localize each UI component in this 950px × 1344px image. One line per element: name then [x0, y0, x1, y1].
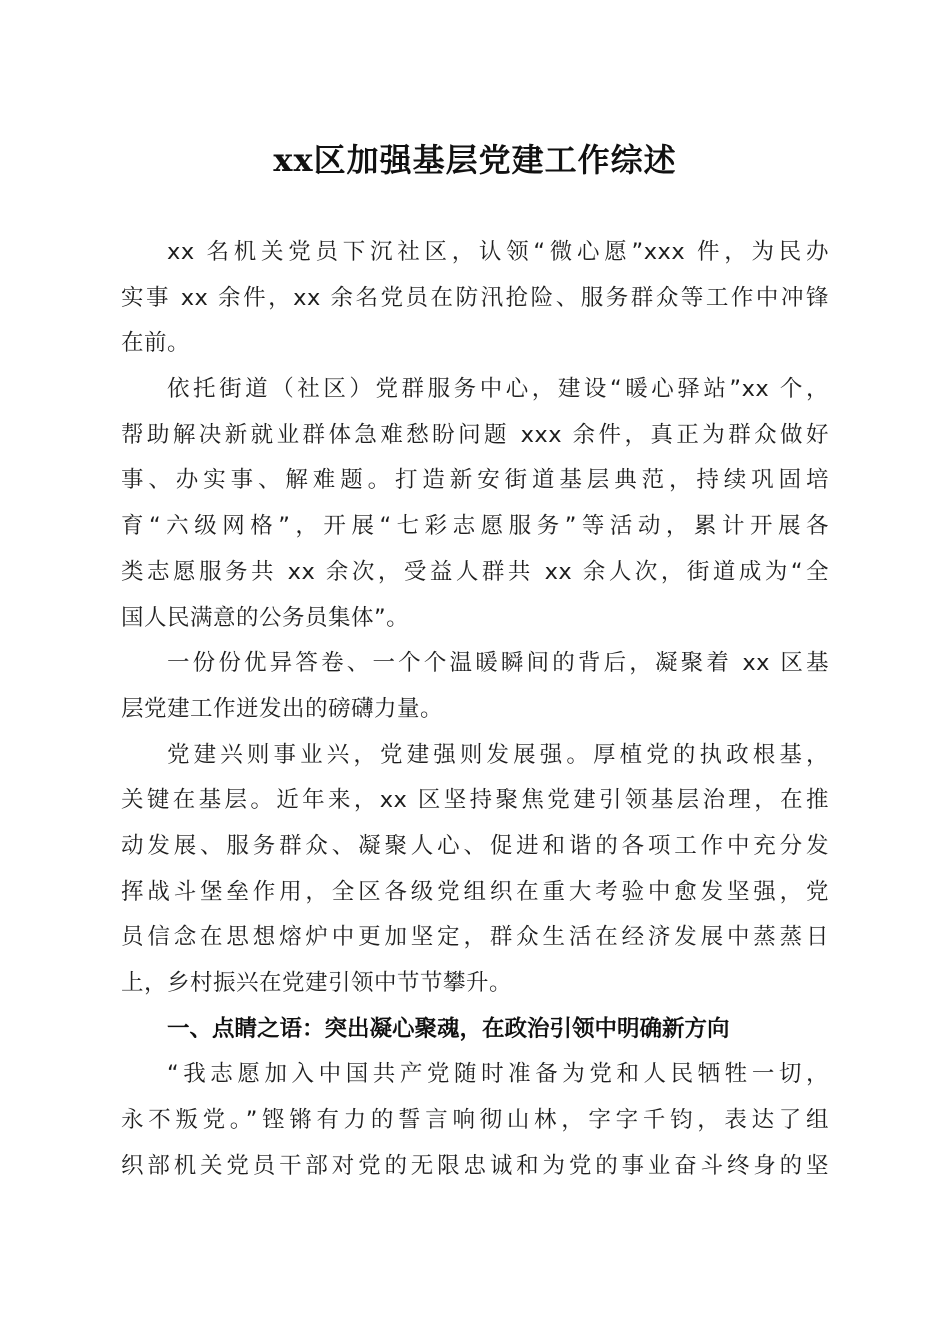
text-line: 员信念在思想熔炉中更加坚定，群众生活在经济发展中蒸蒸日 — [121, 924, 829, 951]
text-line: “我志愿加入中国共产党随时准备为党和人民牺牲一切， — [167, 1061, 829, 1088]
text-line: 在前。 — [121, 330, 191, 357]
text-line: 永不叛党。”铿锵有力的誓言响彻山林，字字千钧，表达了组 — [121, 1107, 829, 1134]
paragraph — [121, 367, 829, 641]
paragraph — [121, 1052, 829, 1189]
text-line: 国人民满意的公务员集体”。 — [121, 604, 410, 631]
paragraph — [121, 230, 829, 367]
text-line: xx 名机关党员下沉社区，认领“微心愿”xxx 件，为民办 — [167, 239, 829, 265]
text-line: 事、办实事、解难题。打造新安街道基层典范，持续巩固培 — [121, 467, 829, 494]
text-line: 育“六级网格”，开展“七彩志愿服务”等活动，累计开展各 — [121, 513, 829, 540]
section-heading — [121, 1007, 829, 1053]
paragraph — [121, 641, 829, 732]
text-line: 层党建工作迸发出的磅礴力量。 — [121, 695, 444, 722]
heading-line: 一、点睛之语：突出凝心聚魂，在政治引领中明确新方向 — [167, 1015, 730, 1042]
text-line: 挥战斗堡垒作用，全区各级党组织在重大考验中愈发坚强，党 — [121, 878, 829, 905]
text-line: 关键在基层。近年来，xx 区坚持聚焦党建引领基层治理，在推 — [121, 787, 829, 814]
text-line: 党建兴则事业兴，党建强则发展强。厚植党的执政根基， — [167, 741, 829, 768]
document-title: xx区加强基层党建工作综述 — [273, 141, 677, 179]
text-line: 动发展、服务群众、凝聚人心、促进和谐的各项工作中充分发 — [121, 832, 829, 859]
document-body — [121, 230, 829, 1189]
text-line: 织部机关党员干部对党的无限忠诚和为党的事业奋斗终身的坚 — [121, 1152, 829, 1179]
text-line: 一份份优异答卷、一个个温暖瞬间的背后，凝聚着 xx 区基 — [167, 650, 829, 677]
text-line: 上，乡村振兴在党建引领中节节攀升。 — [121, 970, 513, 996]
text-line: 实事 xx 余件，xx 余名党员在防汛抢险、服务群众等工作中冲锋 — [121, 284, 829, 311]
text-line: 依托街道（社区）党群服务中心，建设“暖心驿站”xx 个， — [167, 376, 829, 403]
paragraph — [121, 733, 829, 1007]
text-line: 类志愿服务共 xx 余次，受益人群共 xx 余人次，街道成为“全 — [121, 558, 829, 585]
text-line: 帮助解决新就业群体急难愁盼问题 xxx 余件，真正为群众做好 — [121, 421, 829, 448]
